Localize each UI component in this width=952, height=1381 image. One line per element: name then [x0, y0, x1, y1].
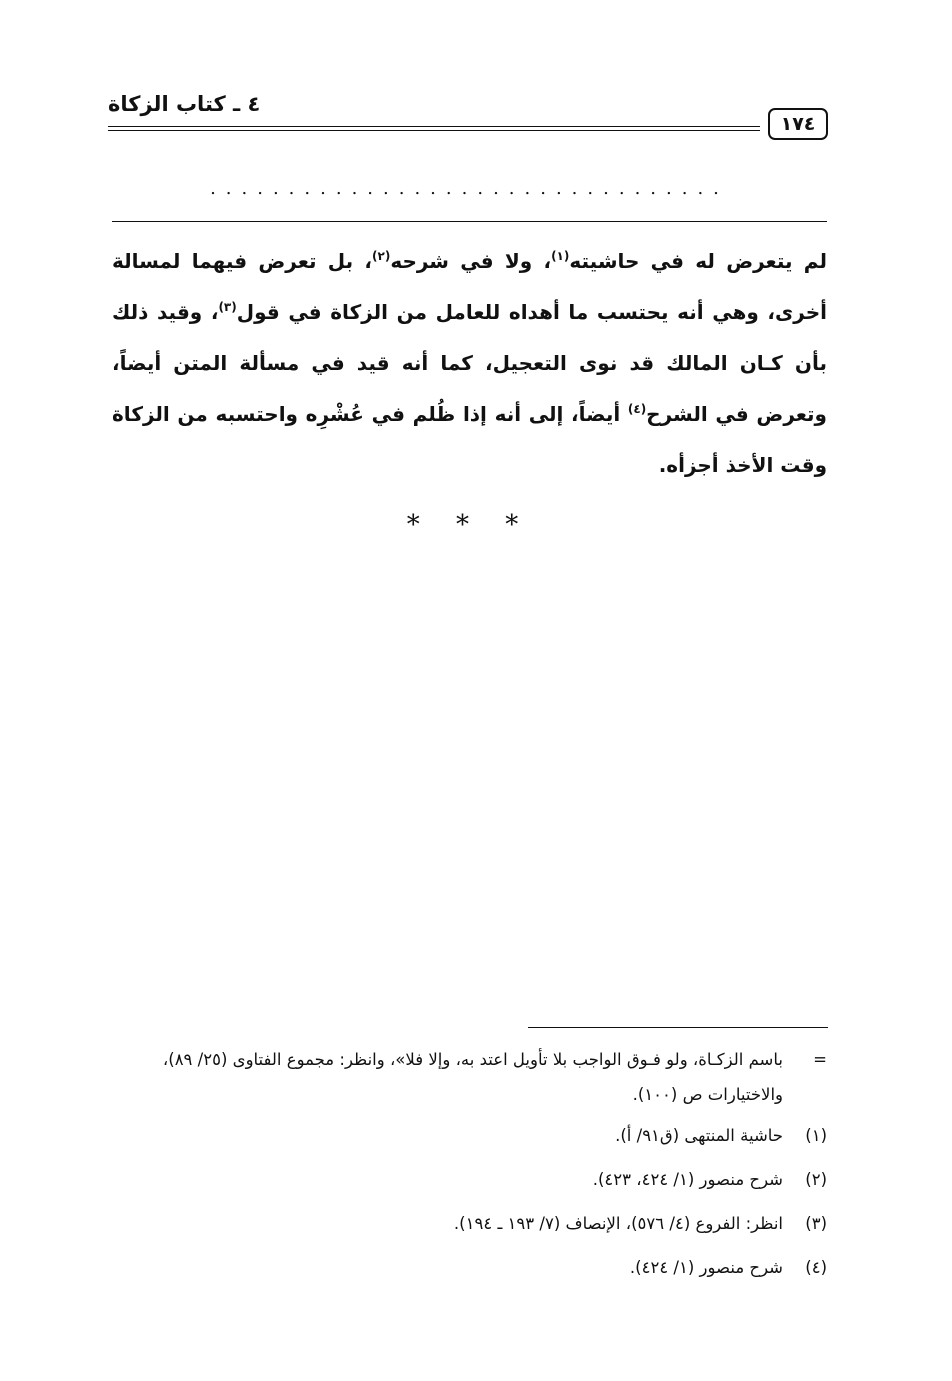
omission-dots: ................................. — [210, 178, 729, 199]
body-segment: ، وقيد ذلك بأن كـان المالك قد نوى التعجيل، كما أنه قيد في مسألة المتن أيضاً، وتعرض في الشرح — [112, 300, 827, 426]
footnote-marker: (٢) — [805, 1170, 827, 1189]
section-separator-stars: * * * — [406, 510, 533, 540]
footnote-marker: = — [813, 1050, 827, 1069]
footnote-ref[interactable]: (٣) — [218, 300, 237, 314]
footnote-text: شرح منصور (١/ ٤٢٤، ٤٢٣). — [592, 1170, 783, 1189]
running-header — [108, 88, 828, 148]
page-number: ١٧٤ — [768, 108, 828, 140]
body-segment: ، ولا في شرحه — [390, 249, 552, 273]
body-segment: لم يتعرض له في حاشيته — [569, 249, 827, 273]
footnotes — [112, 1042, 827, 1294]
main-paragraph — [112, 236, 827, 491]
footnote-marker: (١) — [805, 1126, 827, 1145]
footnote-rule — [528, 1027, 828, 1028]
footnote-item — [112, 1250, 827, 1285]
footnote-ref[interactable]: (٢) — [372, 249, 391, 263]
footnote-text: باسم الزكـاة، ولو فـوق الواجب بلا تأويل اعتد به، وإلا فلا»، وانظر: مجموع الفتاوى (٢٥/ ٨٩)، والاختيارات ص (١٠٠). — [162, 1050, 783, 1104]
footnote-item — [112, 1206, 827, 1241]
footnote-item — [112, 1118, 827, 1153]
chapter-title: ٤ ـ كتاب الزكاة — [108, 92, 261, 116]
footnote-ref[interactable]: (٤) — [627, 402, 647, 416]
footnote-ref[interactable]: (١) — [551, 249, 570, 263]
footnote-marker: (٣) — [805, 1214, 827, 1233]
footnote-marker: (٤) — [805, 1258, 827, 1277]
body-segment: أيضاً، إلى أنه إذا ظُلم في عُشْرِه واحتسبه من الزكاة وقت الأخذ أجزأه. — [112, 402, 827, 477]
header-double-rule — [108, 126, 760, 131]
footnote-item — [112, 1042, 827, 1112]
footnote-text: شرح منصور (١/ ٤٢٤). — [629, 1258, 783, 1277]
footnote-item — [112, 1162, 827, 1197]
footnote-text: حاشية المنتهى (ق٩١/ أ). — [615, 1126, 783, 1145]
section-divider — [112, 221, 827, 222]
body-segment: ، بل تعرض فيهما لمسالة أخرى، وهي أنه يحتسب ما أهداه للعامل من الزكاة في قول — [112, 249, 827, 324]
footnote-text: انظر: الفروع (٤/ ٥٧٦)، الإنصاف (٧/ ١٩٣ ـ ١٩٤). — [453, 1214, 783, 1233]
